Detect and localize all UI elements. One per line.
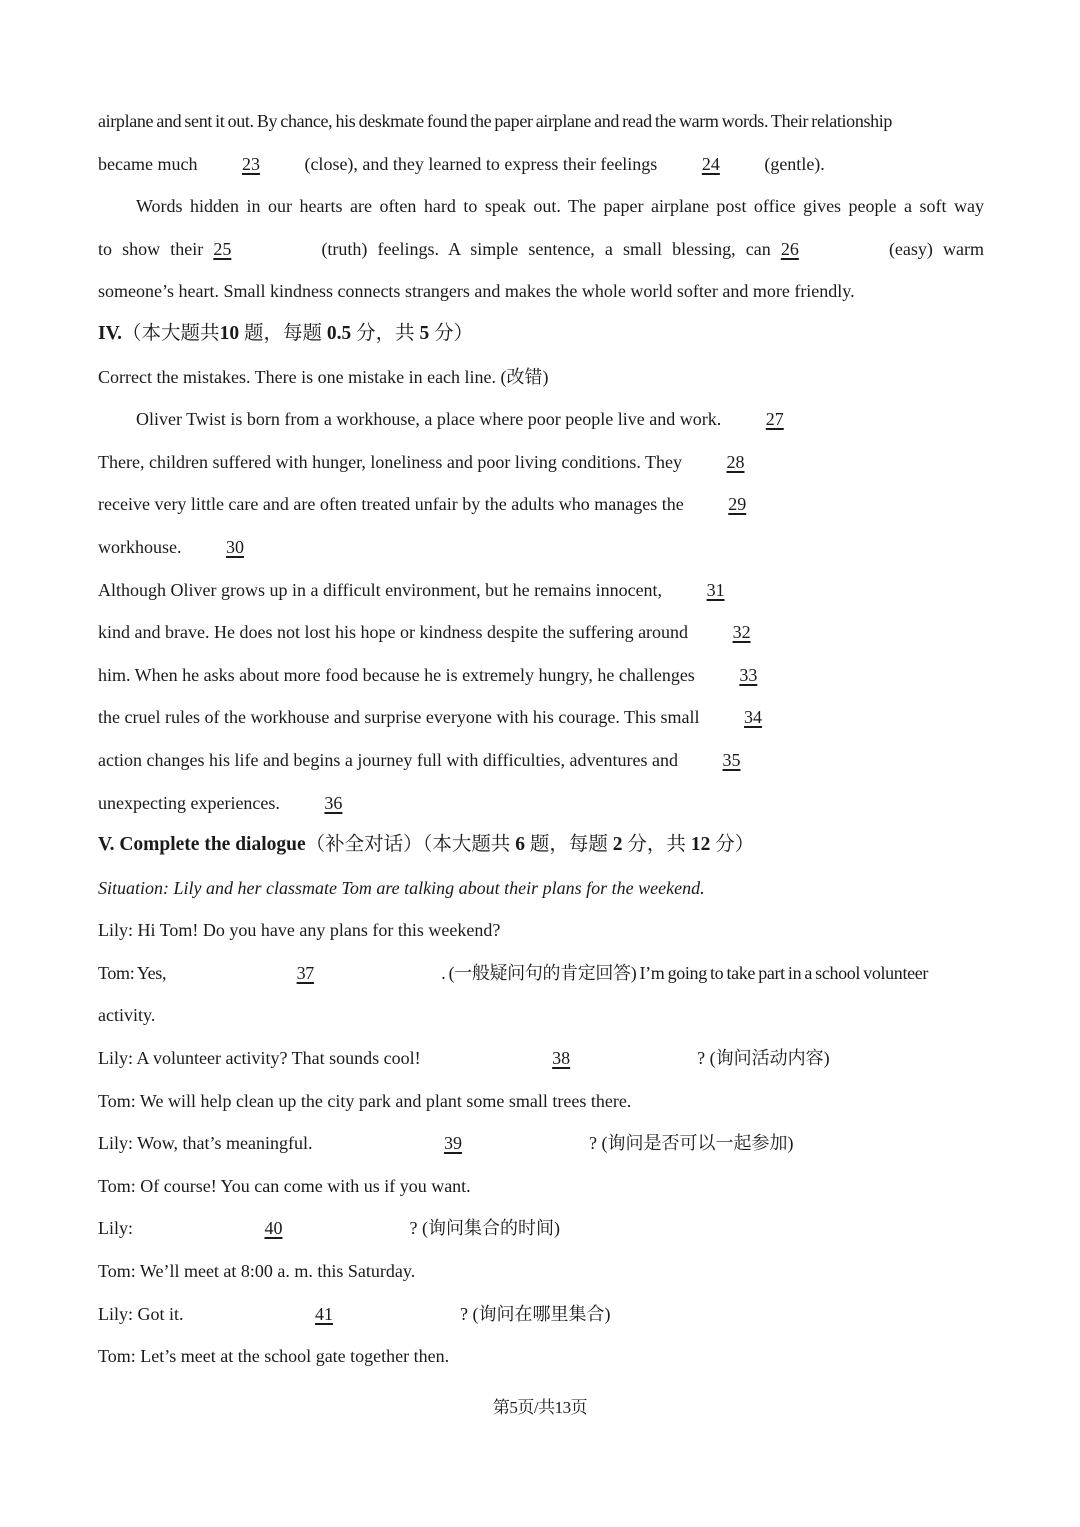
- correction-text: workhouse.: [98, 536, 182, 557]
- answer-blank-36[interactable]: 36: [324, 792, 343, 813]
- dialogue-text: ? (询问在哪里集合): [460, 1303, 611, 1324]
- passage-text: (close), and they learned to express their feelings: [304, 153, 658, 174]
- situation-text: [98, 867, 984, 910]
- heading-number: 10: [219, 322, 240, 344]
- answer-blank-32[interactable]: 32: [732, 622, 751, 643]
- heading-label: IV.: [98, 322, 123, 344]
- dialogue-text: Tom: We will help clean up the city park and plant some small trees there.: [98, 1090, 632, 1111]
- correction-line: [98, 569, 984, 612]
- dialogue-text: ? (询问是否可以一起参加): [589, 1133, 794, 1154]
- passage-line: [98, 270, 984, 313]
- situation-line: Situation: Lily and her classmate Tom are talking about their plans for the weekend.: [98, 877, 705, 898]
- passage-text: became much: [98, 153, 198, 174]
- passage-line: [98, 143, 984, 186]
- dialogue-line: [98, 994, 984, 1037]
- answer-blank-33[interactable]: 33: [739, 664, 758, 685]
- dialogue-line: [98, 1122, 984, 1165]
- correction-line: [98, 782, 984, 825]
- dialogue-text: ? (询问活动内容): [697, 1048, 830, 1069]
- answer-blank-28[interactable]: 28: [726, 451, 745, 472]
- correction-line: [98, 398, 984, 441]
- answer-blank-41[interactable]: 41: [315, 1303, 333, 1324]
- passage-text: airplane and sent it out. By chance, his deskmate found the paper airplane and read the warm words. Their relationship: [98, 111, 893, 131]
- answer-blank-31[interactable]: 31: [706, 579, 725, 600]
- passage-text: (gentle).: [764, 153, 825, 174]
- heading-number: 6: [515, 834, 526, 856]
- heading-text: （补全对话）（本大题共: [305, 834, 511, 856]
- heading-text: 分，共: [627, 834, 686, 856]
- answer-blank-29[interactable]: 29: [728, 494, 747, 515]
- passage-text: to show their: [98, 238, 204, 259]
- correction-line: [98, 483, 984, 526]
- passage-text: (easy) warm: [888, 238, 985, 259]
- instruction-text: Correct the mistakes. There is one mistake in each line. (改错): [98, 366, 549, 387]
- section-heading-5: [98, 824, 984, 867]
- passage-line: [98, 185, 984, 228]
- correction-text: receive very little care and are often treated unfair by the adults who manages the: [98, 494, 684, 515]
- correction-text: There, children suffered with hunger, loneliness and poor living conditions. They: [98, 451, 682, 472]
- correction-line: [98, 526, 984, 569]
- heading-text: 题，每题: [529, 834, 608, 856]
- section-heading-4: [98, 313, 984, 356]
- dialogue-text: Tom: We’ll meet at 8:00 a. m. this Saturday.: [98, 1261, 416, 1282]
- passage-line: [98, 228, 984, 271]
- heading-text: 分，共: [356, 322, 415, 344]
- dialogue-line: [98, 909, 984, 952]
- correction-text: action changes his life and begins a journey full with difficulties, adventures and: [98, 749, 679, 770]
- answer-blank-24[interactable]: 24: [701, 153, 720, 174]
- heading-text: 分）: [434, 322, 474, 344]
- dialogue-text: activity.: [98, 1005, 156, 1026]
- heading-text: （本大题共: [122, 322, 220, 344]
- heading-number: 2: [612, 834, 623, 856]
- answer-blank-34[interactable]: 34: [744, 707, 763, 728]
- answer-blank-30[interactable]: 30: [226, 536, 244, 557]
- heading-number: 5: [419, 322, 430, 344]
- exam-page: [98, 100, 984, 1378]
- correction-text: Oliver Twist is born from a workhouse, a place where poor people live and work.: [136, 409, 722, 430]
- passage-text: Words hidden in our hearts are often hard to speak out. The paper airplane post office gives people a soft way: [136, 196, 984, 217]
- answer-blank-25[interactable]: 25: [213, 238, 232, 259]
- correction-text: him. When he asks about more food because he is extremely hungry, he challenges: [98, 664, 695, 685]
- dialogue-text: Lily: Hi Tom! Do you have any plans for this weekend?: [98, 920, 501, 941]
- dialogue-text: Tom: Let’s meet at the school gate together then.: [98, 1346, 450, 1367]
- answer-blank-27[interactable]: 27: [765, 409, 784, 430]
- answer-blank-39[interactable]: 39: [444, 1133, 463, 1154]
- dialogue-text: Lily:: [98, 1218, 133, 1239]
- passage-line: [98, 100, 984, 143]
- correction-text: unexpecting experiences.: [98, 792, 280, 813]
- correction-text: the cruel rules of the workhouse and surprise everyone with his courage. This small: [98, 707, 700, 728]
- dialogue-text: ? (询问集合的时间): [409, 1218, 560, 1239]
- dialogue-text: Lily: Got it.: [98, 1303, 184, 1324]
- dialogue-text: Lily: Wow, that’s meaningful.: [98, 1133, 313, 1154]
- correction-line: [98, 611, 984, 654]
- page-number: 第5页/共13页: [492, 1398, 588, 1417]
- dialogue-line: [98, 1293, 984, 1336]
- dialogue-line: [98, 1250, 984, 1293]
- heading-number: 12: [690, 834, 711, 856]
- passage-text: someone’s heart. Small kindness connects strangers and makes the whole world softer and more friendly.: [98, 281, 855, 302]
- answer-blank-26[interactable]: 26: [780, 238, 799, 259]
- answer-blank-23[interactable]: 23: [241, 153, 260, 174]
- dialogue-line: [98, 1165, 984, 1208]
- heading-text: 分）: [715, 834, 755, 856]
- dialogue-line: [98, 952, 984, 995]
- correction-text: kind and brave. He does not lost his hope or kindness despite the suffering around: [98, 622, 689, 643]
- dialogue-line: [98, 1335, 984, 1378]
- dialogue-text: Tom: Of course! You can come with us if you want.: [98, 1175, 471, 1196]
- heading-label: V. Complete the dialogue: [98, 834, 306, 856]
- answer-blank-40[interactable]: 40: [264, 1218, 283, 1239]
- dialogue-line: [98, 1207, 984, 1250]
- correction-line: [98, 441, 984, 484]
- dialogue-text: Lily: A volunteer activity? That sounds cool!: [98, 1048, 421, 1069]
- correction-line: [98, 654, 984, 697]
- dialogue-text: Tom: Yes,: [98, 962, 167, 983]
- answer-blank-38[interactable]: 38: [552, 1048, 571, 1069]
- passage-text: (truth) feelings. A simple sentence, a small blessing, can: [321, 238, 771, 259]
- correction-line: [98, 739, 984, 782]
- dialogue-text: . (一般疑问句的肯定回答) I’m going to take part in a school volunteer: [441, 962, 929, 983]
- answer-blank-35[interactable]: 35: [722, 749, 741, 770]
- heading-number: 0.5: [326, 322, 352, 344]
- correction-line: [98, 696, 984, 739]
- correction-text: Although Oliver grows up in a difficult environment, but he remains innocent,: [98, 579, 663, 600]
- dialogue-line: [98, 1037, 984, 1080]
- section-instruction: [98, 356, 984, 399]
- heading-text: 题，每题: [243, 322, 322, 344]
- answer-blank-37[interactable]: 37: [296, 962, 314, 983]
- dialogue-line: [98, 1080, 984, 1123]
